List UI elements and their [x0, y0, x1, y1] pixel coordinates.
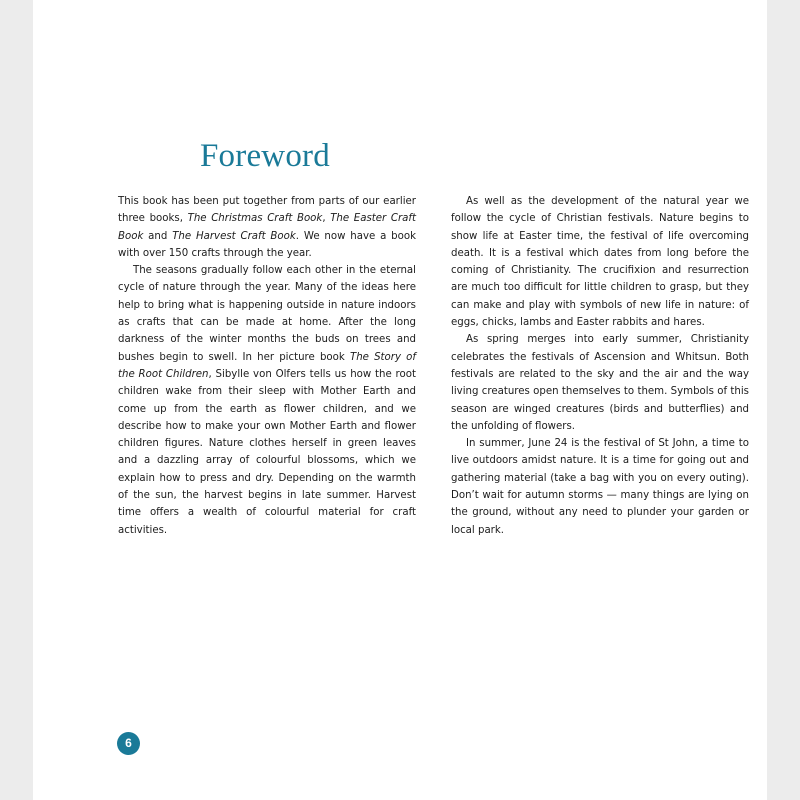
text-run: , — [322, 213, 331, 225]
paragraph — [118, 193, 416, 262]
right-column — [451, 193, 749, 539]
text-run: The seasons gradually follow each other in the eternal cycle of nature through the year. Many of the ideas here help to bring what is happening outside in nature indoors as crafts that can be made at home. After the long darkness of the winter months the buds on trees and bushes begin to swell. In her picture book — [118, 265, 416, 363]
left-column — [118, 193, 416, 539]
book-title: The Easter Craft Book — [118, 213, 416, 242]
book-page — [33, 0, 767, 800]
book-title: The Story of the Root Children — [118, 351, 416, 380]
text-run: , Sibylle von Olfers tells us how the root children wake from their sleep with Mother Earth and come up from the earth as flower children, and we describe how to make your own Mother Earth and flower children figures. Nature clothes herself in green leaves and a dazzling array of colourful blossoms, which we explain how to press and dry. Depending on the warmth of the sun, the harvest begins in late summer. Harvest time offers a wealth of colourful material for craft activities. — [118, 368, 416, 536]
text-run: This book has been put together from parts of our earlier three books, — [118, 196, 416, 225]
paragraph: As well as the development of the natural year we follow the cycle of Christian festivals. Nature begins to show life at Easter time, the festival of life overcoming death. It is a festival which dates from long before the coming of Christianity. The crucifixion and resurrection are much too difficult for little children to grasp, but they can make and play with symbols of new life in nature: of eggs, chicks, lambs and Easter rabbits and hares. — [451, 196, 749, 329]
page-number-badge: 6 — [117, 732, 140, 755]
text-run: . We now have a book with over 150 crafts through the year. — [118, 230, 416, 259]
page-title: Foreword — [200, 138, 330, 174]
text-run: and — [143, 230, 173, 242]
book-title: The Harvest Craft Book — [172, 230, 296, 242]
paragraph: In summer, June 24 is the festival of St John, a time to live outdoors amidst nature. It is a time for going out and gathering material (take a bag with you on every outing). Don’t wait for autumn storms — many things are lying on the ground, without any need to plunder your garden or local park. — [451, 438, 749, 536]
paragraph — [118, 262, 416, 539]
paragraph: As spring merges into early summer, Christianity celebrates the festivals of Ascension and Whitsun. Both festivals are related to the sky and the air and the way living creatures open themselves to them. Symbols of this season are winged creatures (birds and butterflies) and the unfolding of flowers. — [451, 334, 749, 432]
book-title: The Christmas Craft Book — [187, 213, 323, 225]
